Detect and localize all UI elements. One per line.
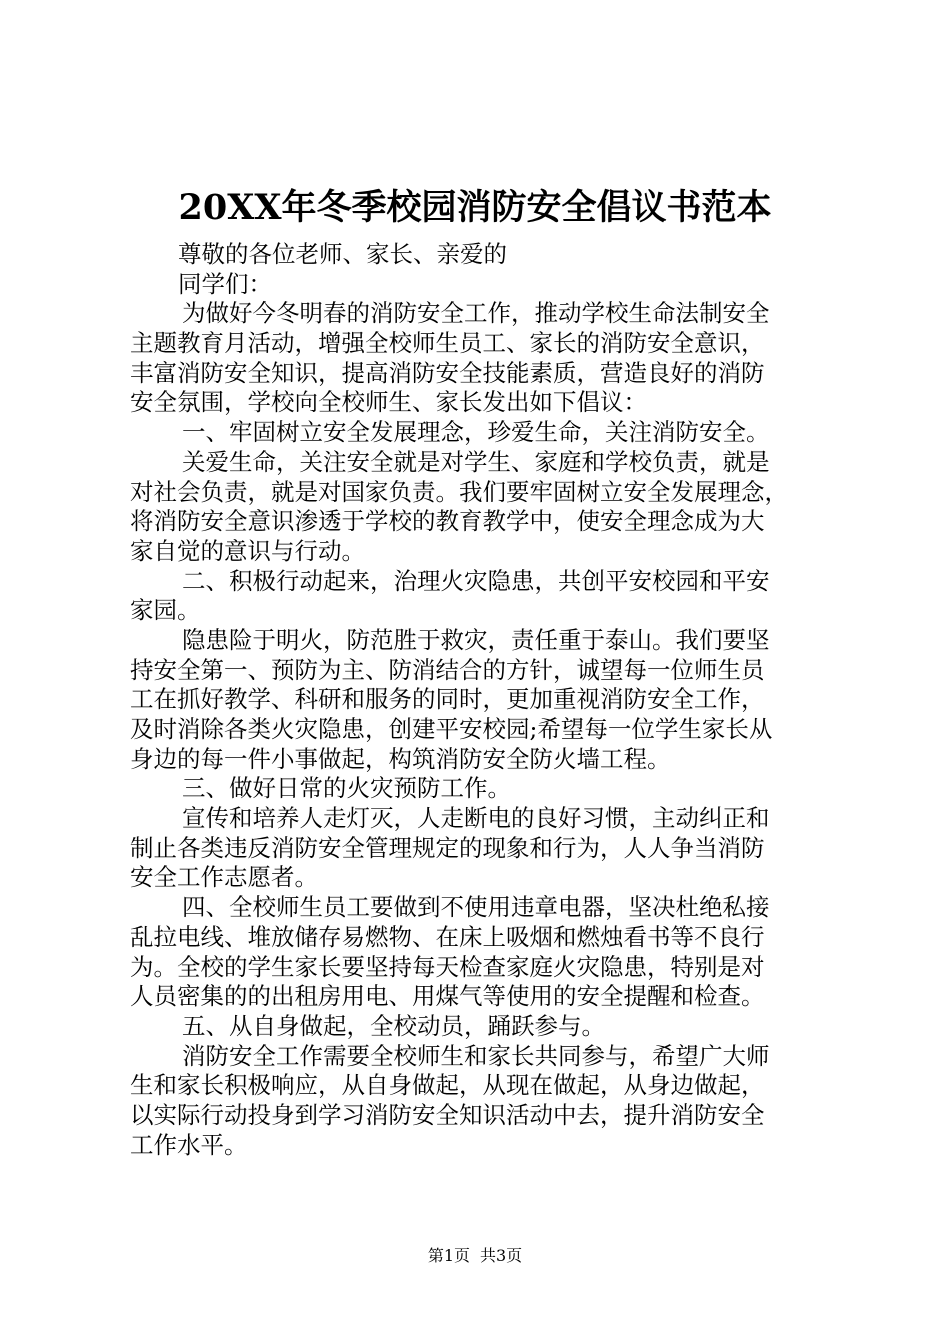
section-heading: 四、全校师生员工要做到不使用违章电器，坚决杜绝私接 xyxy=(182,893,770,922)
paragraph-line: 关爱生命，关注安全就是对学生、家庭和学校负责，就是 xyxy=(182,447,770,476)
paragraph-line: 安全氛围，学校向全校师生、家长发出如下倡议： xyxy=(130,388,647,417)
paragraph-line: 工在抓好教学、科研和服务的同时，更加重视消防安全工作， xyxy=(130,685,765,714)
paragraph-line: 主题教育月活动，增强全校师生员工、家长的消防安全意识， xyxy=(130,329,765,358)
paragraph-line: 安全工作志愿者。 xyxy=(130,863,318,892)
paragraph-line: 将消防安全意识渗透于学校的教育教学中，使安全理念成为大 xyxy=(130,507,765,536)
paragraph-line: 消防安全工作需要全校师生和家长共同参与，希望广大师 xyxy=(182,1041,770,1070)
paragraph-line: 为做好今冬明春的消防安全工作，推动学校生命法制安全 xyxy=(182,299,770,328)
salutation-line: 尊敬的各位老师、家长、亲爱的 xyxy=(178,240,507,268)
page-total: 共3页 xyxy=(480,1246,523,1265)
section-heading: 家园。 xyxy=(130,596,201,625)
section-heading: 二、积极行动起来，治理火灾隐患，共创平安校园和平安 xyxy=(182,566,770,595)
section-heading: 三、做好日常的火灾预防工作。 xyxy=(182,774,511,803)
paragraph-line: 及时消除各类火灾隐患，创建平安校园;希望每一位学生家长从 xyxy=(130,715,773,743)
paragraph-line: 乱拉电线、堆放储存易燃物、在床上吸烟和燃烛看书等不良行 xyxy=(130,922,765,951)
paragraph-line: 身边的每一件小事做起，构筑消防安全防火墙工程。 xyxy=(130,744,671,773)
page-number: 第1页 xyxy=(427,1246,470,1265)
section-heading: 一、牢固树立安全发展理念，珍爱生命，关注消防安全。 xyxy=(182,418,770,447)
paragraph-line: 制止各类违反消防安全管理规定的现象和行为，人人争当消防 xyxy=(130,833,765,862)
paragraph-line: 宣传和培养人走灯灭，人走断电的良好习惯，主动纠正和 xyxy=(182,804,770,833)
paragraph-line: 为。全校的学生家长要坚持每天检查家庭火灾隐患，特别是对 xyxy=(130,952,765,981)
document-body xyxy=(130,240,830,1160)
page-footer xyxy=(0,1245,950,1267)
document-title: 20XX年冬季校园消防安全倡议书范本 xyxy=(178,187,772,228)
paragraph-line: 隐患险于明火，防范胜于救灾，责任重于泰山。我们要坚 xyxy=(182,625,770,654)
paragraph-line: 工作水平。 xyxy=(130,1130,248,1159)
paragraph-line: 以实际行动投身到学习消防安全知识活动中去，提升消防安全 xyxy=(130,1100,765,1129)
paragraph-line: 丰富消防安全知识，提高消防安全技能素质，营造良好的消防 xyxy=(130,358,765,387)
paragraph-line: 对社会负责，就是对国家负责。我们要牢固树立安全发展理念， xyxy=(130,477,788,506)
paragraph-line: 生和家长积极响应，从自身做起，从现在做起，从身边做起， xyxy=(130,1071,765,1100)
salutation-line: 同学们： xyxy=(178,269,272,298)
section-heading: 五、从自身做起，全校动员，踊跃参与。 xyxy=(182,1011,605,1040)
paragraph-line: 持安全第一、预防为主、防消结合的方针，诚望每一位师生员 xyxy=(130,655,765,684)
paragraph-line: 家自觉的意识与行动。 xyxy=(130,536,365,565)
paragraph-line: 人员密集的的出租房用电、用煤气等使用的安全提醒和检查。 xyxy=(130,982,765,1011)
